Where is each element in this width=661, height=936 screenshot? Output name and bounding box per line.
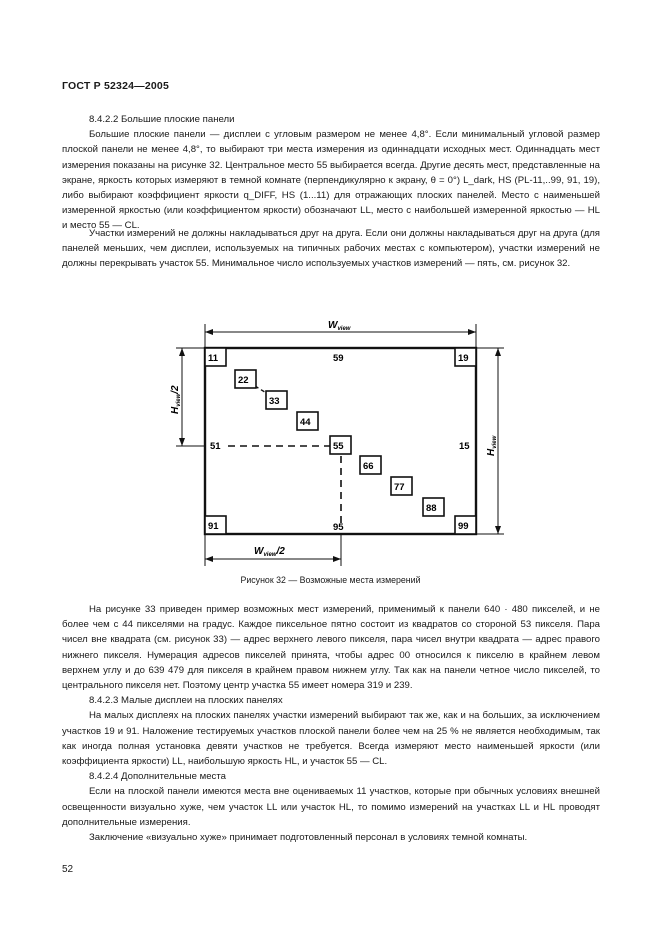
dim-label-right: $H_{view}$ [486, 435, 498, 456]
section-heading: 8.4.2.2 Большие плоские панели [89, 114, 235, 125]
page-number: 52 [62, 864, 74, 875]
svg-text:77: 77 [394, 482, 405, 493]
location-95: 95 [333, 522, 344, 533]
paragraph: На малых дисплеях на плоских панелях участки измерений выбирают так же, как и на больших, за исключением участков 19 и 91. Наложение тестируемых участков плоской панели более чем на 25 % не является необходимым, так как иногда полная установка девяти участков не требуется. Всегда измеряют место наименьшей яркости (или коэффициента яркости) LL, наибольшую яркость HL, и участок 55 — CL. [62, 710, 600, 768]
location-99 [455, 516, 476, 534]
location-15: 15 [459, 441, 470, 452]
location-88 [423, 498, 444, 516]
dim-label-top: $W_{view}$ [328, 320, 351, 332]
location-77 [391, 477, 412, 495]
figure-caption: Рисунок 32 — Возможные места измерений [240, 575, 421, 585]
svg-text:88: 88 [426, 503, 437, 514]
section-heading: 8.4.2.4 Дополнительные места [89, 771, 226, 783]
location-19 [455, 348, 476, 366]
svg-text:44: 44 [300, 417, 311, 428]
location-22 [235, 370, 256, 388]
location-59: 59 [333, 353, 344, 364]
section-overlap [62, 226, 600, 272]
location-66 [360, 456, 381, 474]
svg-text:19: 19 [458, 353, 469, 364]
svg-text:66: 66 [363, 461, 374, 472]
svg-text:55: 55 [333, 441, 344, 452]
paragraph: Большие плоские панели — дисплеи с угловым размером не менее 4,8°. Если минимальный угловой размер плоской панели не менее 4,8°, то выбирают три места измерения из одиннадцати исходных мест. Одиннадцать мест измерения показаны на рисунке 32. Центральное место 55 выбирается всегда. Другие десять мест, представленные на экране, яркость которых измеряют в темной комнате (перпендикулярно к экрану, θ = 0°) L_dark, HS (PL-11,..99, 91, 19), либо выбирают коэффициент яркости q_DIFF, HS (1...11) для отражающих плоских панелей. Место с наименьшей измеренной яркостью (или коэффициентом яркости) обозначают LL, место с наибольшей измеренной яркостью — HL и место 55 — CL. [62, 129, 600, 232]
location-51: 51 [210, 441, 221, 452]
svg-text:22: 22 [238, 375, 249, 386]
paragraph: На рисунке 33 приведен пример возможных мест измерений, применимый к панели 640 · 480 пикселей, и не более чем с 44 пикселями на градус. Каждое пиксельное пятно состоит из квадратов со стороной 53 пикселя. Пара чисел вне квадрата (см. рисунок 33) — адрес верхнего левого пикселя, пара чисел внутри квадрата — адрес правого нижнего пикселя. Нумерация адресов пикселей принята, чтобы адрес 00 относился к пикселю в крайнем левом верхнем углу и до 639 479 для пикселя в крайнем правом нижнем углу. Так как на панели четное число пикселей, то центрального пикселя нет. Поэтому центр участка 55 имеет номера 319 и 239. [62, 604, 600, 692]
svg-text:91: 91 [208, 521, 219, 532]
dim-label-bottom: $W_{view}/2$ [254, 546, 285, 558]
location-11 [205, 348, 226, 366]
section-example [62, 602, 600, 845]
section-large-panels [62, 112, 600, 234]
svg-text:99: 99 [458, 521, 469, 532]
measurement-diagram [150, 306, 530, 572]
svg-text:11: 11 [208, 353, 219, 364]
location-33 [266, 391, 287, 409]
location-44 [297, 412, 318, 430]
paragraph: Заключение «визуально хуже» принимает подготовленный персонал в условиях темной комнаты. [89, 832, 528, 844]
figure-measurement-locations [150, 306, 530, 572]
document-header: ГОСТ Р 52324—2005 [62, 80, 170, 92]
paragraph: Участки измерений не должны накладываться друг на друга. Если они должны накладываться друг на друга (для панелей меньших, чем дисплеи, используемых на типичных рабочих местах с компьютером), участки измерений не должны перекрывать участок 55. Минимальное число используемых участков измерений — пять, см. рисунок 32. [62, 228, 600, 270]
location-55 [330, 436, 351, 454]
paragraph: Если на плоской панели имеются места вне оцениваемых 11 участков, которые при обычных условиях внешней освещенности визуально хуже, чем участок LL или участок HL, то помимо измерений на участках LL и HL проводят дополнительные измерения. [62, 786, 600, 828]
svg-text:33: 33 [269, 396, 280, 407]
dim-label-left: $H_{view}/2$ [170, 385, 182, 414]
section-heading: 8.4.2.3 Малые дисплеи на плоских панелях [89, 695, 283, 707]
location-91 [205, 516, 226, 534]
